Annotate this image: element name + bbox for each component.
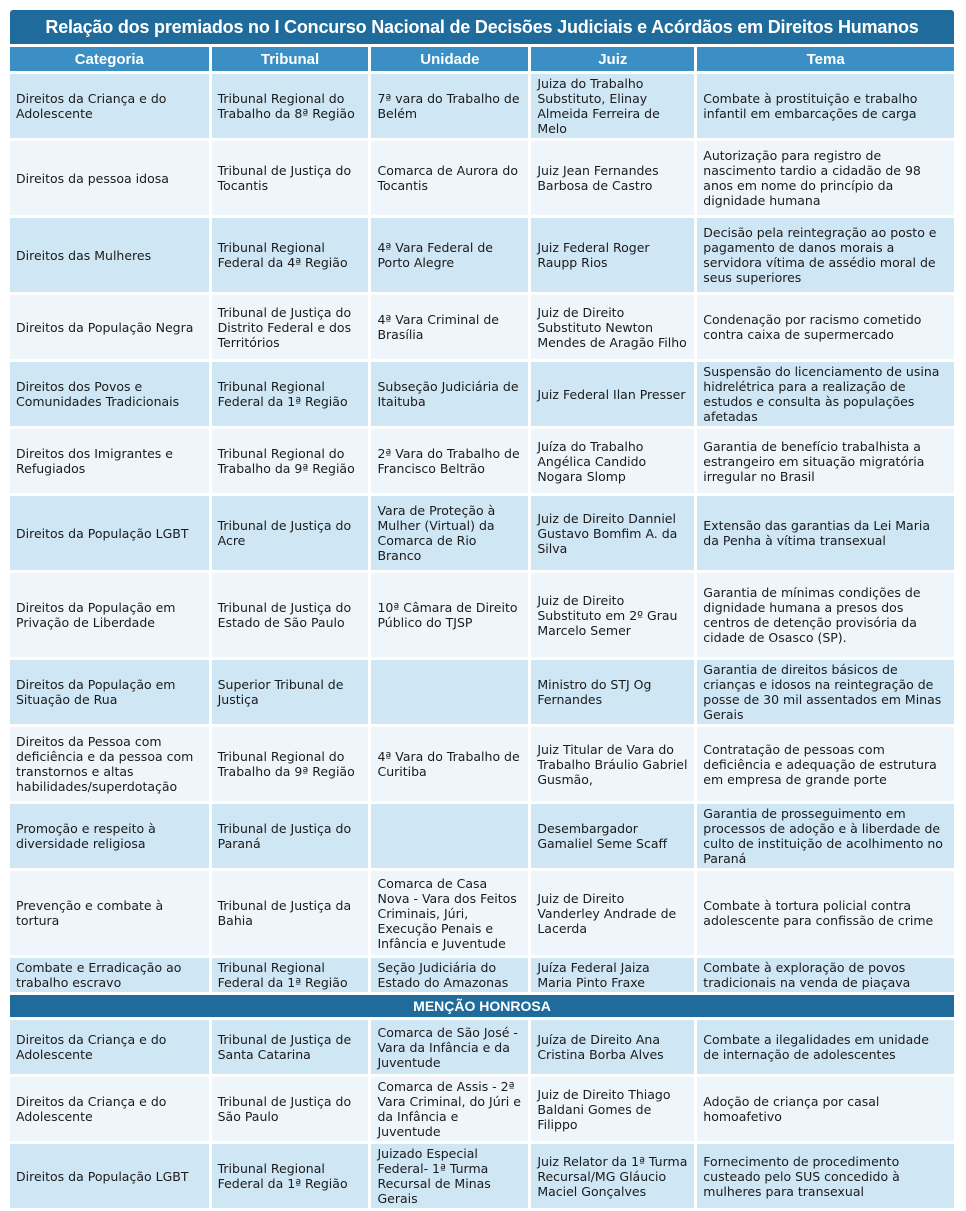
honor-body [10,1020,954,1208]
cell-tribunal: Tribunal Regional Federal da 4ª Região [212,218,369,292]
cell-categoria: Direitos da Pessoa com deficiência e da pessoa com transtornos e altas habilidades/superdotação [10,727,209,801]
cell-unidade: 7ª vara do Trabalho de Belém [371,74,528,138]
cell-unidade [371,660,528,724]
cell-tribunal: Superior Tribunal de Justiça [212,660,369,724]
column-header-unidade: Unidade [371,47,528,71]
cell-juiz: Juíza do Trabalho Angélica Candido Nogara Slomp [531,429,694,493]
cell-tema: Fornecimento de procedimento custeado pelo SUS concedido à mulheres para transexual [697,1144,954,1208]
cell-unidade [371,804,528,868]
cell-juiz: Juiz de Direito Thiago Baldani Gomes de Filippo [531,1077,694,1141]
cell-juiz: Juíza de Direito Ana Cristina Borba Alves [531,1020,694,1074]
cell-categoria: Direitos da População LGBT [10,1144,209,1208]
cell-unidade: 4ª Vara Criminal de Brasília [371,295,528,359]
cell-juiz: Juiz Titular de Vara do Trabalho Bráulio Gabriel Gusmão, [531,727,694,801]
cell-categoria: Combate e Erradicação ao trabalho escravo [10,958,209,992]
cell-juiz: Juiz Relator da 1ª Turma Recursal/MG Gláucio Maciel Gonçalves [531,1144,694,1208]
table-row [10,804,954,868]
cell-tribunal: Tribunal de Justiça do Estado de São Paulo [212,573,369,657]
page-title: Relação dos premiados no I Concurso Nacional de Decisões Judiciais e Acórdãos em Direitos Humanos [10,10,954,44]
awards-table [7,44,957,1211]
cell-juiz: Juiza do Trabalho Substituto, Elinay Almeida Ferreira de Melo [531,74,694,138]
cell-categoria: Direitos da pessoa idosa [10,141,209,215]
cell-categoria: Direitos da Criança e do Adolescente [10,74,209,138]
cell-categoria: Promoção e respeito à diversidade religiosa [10,804,209,868]
cell-categoria: Direitos da Criança e do Adolescente [10,1020,209,1074]
cell-tribunal: Tribunal de Justiça de Santa Catarina [212,1020,369,1074]
cell-tribunal: Tribunal Regional do Trabalho da 9ª Região [212,727,369,801]
cell-juiz: Juiz de Direito Vanderley Andrade de Lacerda [531,871,694,955]
cell-tema: Extensão das garantias da Lei Maria da Penha à vítima transexual [697,496,954,570]
table-row [10,74,954,138]
cell-unidade: Seção Judiciária do Estado do Amazonas [371,958,528,992]
table-row [10,362,954,426]
cell-tribunal: Tribunal Regional Federal da 1ª Região [212,1144,369,1208]
cell-unidade: Comarca de São José - Vara da Infância e da Juventude [371,1020,528,1074]
table-row [10,295,954,359]
table-row [10,660,954,724]
cell-tribunal: Tribunal Regional Federal da 1ª Região [212,362,369,426]
cell-unidade: Subseção Judiciária de Itaituba [371,362,528,426]
cell-categoria: Direitos da População LGBT [10,496,209,570]
cell-juiz: Ministro do STJ Og Fernandes [531,660,694,724]
cell-categoria: Direitos da População em Privação de Liberdade [10,573,209,657]
column-header-tribunal: Tribunal [212,47,369,71]
cell-unidade: Vara de Proteção à Mulher (Virtual) da Comarca de Rio Branco [371,496,528,570]
cell-tribunal: Tribunal de Justiça do Acre [212,496,369,570]
cell-unidade: Comarca de Aurora do Tocantis [371,141,528,215]
awards-body [10,74,954,992]
cell-unidade: Comarca de Casa Nova - Vara dos Feitos Criminais, Júri, Execução Penais e Infância e Juventude [371,871,528,955]
cell-categoria: Direitos da Criança e do Adolescente [10,1077,209,1141]
cell-juiz: Juiz Federal Ilan Presser [531,362,694,426]
table-row [10,1144,954,1208]
cell-categoria: Direitos da População em Situação de Rua [10,660,209,724]
awards-document [10,10,954,1211]
cell-categoria: Prevenção e combate à tortura [10,871,209,955]
table-row [10,429,954,493]
cell-tribunal: Tribunal de Justiça do Distrito Federal e dos Territórios [212,295,369,359]
section-body [10,995,954,1017]
cell-tema: Combate à tortura policial contra adolescente para confissão de crime [697,871,954,955]
cell-tribunal: Tribunal Regional Federal da 1ª Região [212,958,369,992]
cell-juiz: Juiz de Direito Substituto Newton Mendes de Aragão Filho [531,295,694,359]
cell-unidade: 2ª Vara do Trabalho de Francisco Beltrão [371,429,528,493]
cell-categoria: Direitos dos Imigrantes e Refugiados [10,429,209,493]
cell-tema: Combate à prostituição e trabalho infantil em embarcações de carga [697,74,954,138]
table-row [10,958,954,992]
cell-tribunal: Tribunal de Justiça da Bahia [212,871,369,955]
cell-tema: Contratação de pessoas com deficiência e adequação de estrutura em empresa de grande porte [697,727,954,801]
cell-tema: Garantia de benefício trabalhista a estrangeiro em situação migratória irregular no Brasil [697,429,954,493]
cell-tribunal: Tribunal Regional do Trabalho da 8ª Região [212,74,369,138]
cell-tribunal: Tribunal de Justiça do São Paulo [212,1077,369,1141]
cell-categoria: Direitos da População Negra [10,295,209,359]
cell-tema: Condenação por racismo cometido contra caixa de supermercado [697,295,954,359]
cell-juiz: Juíza Federal Jaiza Maria Pinto Fraxe [531,958,694,992]
table-row [10,1077,954,1141]
cell-tribunal: Tribunal de Justiça do Tocantis [212,141,369,215]
cell-tema: Garantia de mínimas condições de dignidade humana a presos dos centros de detenção provisória da cidade de Osasco (SP). [697,573,954,657]
table-row [10,871,954,955]
cell-tema: Garantia de prosseguimento em processos de adoção e à liberdade de culto de instituição de acolhimento no Paraná [697,804,954,868]
cell-tema: Combate à exploração de povos tradicionais na venda de piaçava [697,958,954,992]
cell-tribunal: Tribunal Regional do Trabalho da 9ª Região [212,429,369,493]
cell-juiz: Juiz de Direito Substituto em 2º Grau Marcelo Semer [531,573,694,657]
cell-tribunal: Tribunal de Justiça do Paraná [212,804,369,868]
table-row [10,1020,954,1074]
cell-categoria: Direitos das Mulheres [10,218,209,292]
table-row [10,727,954,801]
cell-unidade: Comarca de Assis - 2ª Vara Criminal, do Júri e da Infância e Juventude [371,1077,528,1141]
header-row [10,47,954,71]
cell-tema: Decisão pela reintegração ao posto e pagamento de danos morais a servidora vítima de assédio moral de seus superiores [697,218,954,292]
cell-tema: Adoção de criança por casal homoafetivo [697,1077,954,1141]
cell-juiz: Juiz de Direito Danniel Gustavo Bomfim A. da Silva [531,496,694,570]
table-row [10,573,954,657]
cell-juiz: Juiz Jean Fernandes Barbosa de Castro [531,141,694,215]
table-row [10,141,954,215]
column-header-tema: Tema [697,47,954,71]
cell-unidade: Juizado Especial Federal- 1ª Turma Recursal de Minas Gerais [371,1144,528,1208]
table-row [10,218,954,292]
cell-unidade: 4ª Vara do Trabalho de Curitiba [371,727,528,801]
cell-juiz: Juiz Federal Roger Raupp Rios [531,218,694,292]
column-header-categoria: Categoria [10,47,209,71]
cell-tema: Garantia de direitos básicos de crianças e idosos na reintegração de posse de 30 mil assentados em Minas Gerais [697,660,954,724]
section-row [10,995,954,1017]
table-row [10,496,954,570]
cell-categoria: Direitos dos Povos e Comunidades Tradicionais [10,362,209,426]
cell-unidade: 4ª Vara Federal de Porto Alegre [371,218,528,292]
cell-tema: Autorização para registro de nascimento tardio a cidadão de 98 anos em nome do princípio da dignidade humana [697,141,954,215]
cell-unidade: 10ª Câmara de Direito Público do TJSP [371,573,528,657]
column-header-juiz: Juiz [531,47,694,71]
section-label: MENÇÃO HONROSA [10,995,954,1017]
cell-tema: Suspensão do licenciamento de usina hidrelétrica para a realização de estudos e consulta às populações afetadas [697,362,954,426]
cell-tema: Combate a ilegalidades em unidade de internação de adolescentes [697,1020,954,1074]
cell-juiz: Desembargador Gamaliel Seme Scaff [531,804,694,868]
